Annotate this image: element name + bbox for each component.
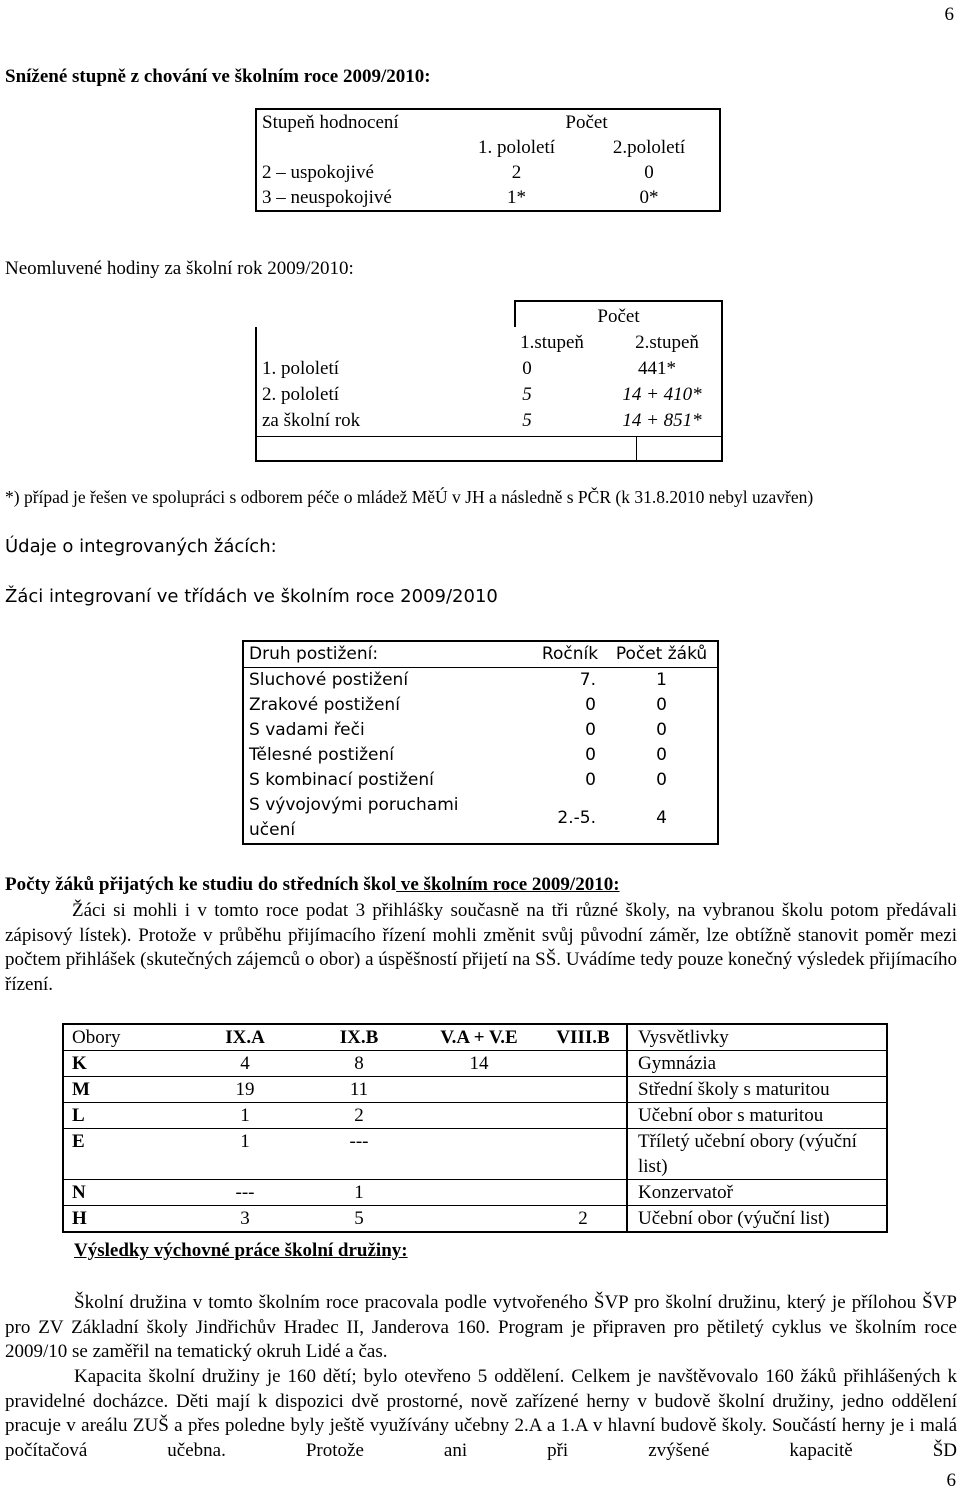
header-cell: Obory xyxy=(63,1024,190,1051)
header-cell: 1. pololetí xyxy=(477,137,556,158)
header-cell: Ročník xyxy=(534,641,606,668)
header-cell: V.A + V.E xyxy=(418,1024,540,1051)
table-row: 3 – neuspokojivé 1* 0* xyxy=(262,187,659,208)
table-row: S vadami řeči 0 0 xyxy=(249,720,667,740)
section-heading-behavior: Snížené stupně z chování ve školním roce 2009/2010: xyxy=(5,66,431,87)
admissions-paragraph: Žáci si mohli i v tomto roce podat 3 přihlášky současně na tři různé školy, na vybranou školu potom předávali zápisový lístek). Protože v průběhu přijímacího řízení mohli změnit svůj původní záměr, lze obtížně stanovit poměr mezi počtem přihlášek (skutečných zájemců o obor) a úspěšností přijetí na SŠ. Uvádíme tedy pouze konečný výsledek přijímacího řízení. xyxy=(5,900,957,995)
page-number-bottom: 6 xyxy=(946,1470,956,1491)
header-cell: 2.pololetí xyxy=(612,137,686,158)
header-cell: Stupeň hodnocení xyxy=(262,112,399,133)
table-row: K 4 8 14 Gymnázia xyxy=(63,1051,887,1077)
header-cell: 2.stupeň xyxy=(635,332,699,353)
section-heading-afterschool: Výsledky výchovné práce školní družiny: xyxy=(74,1240,408,1261)
header-cell: IX.B xyxy=(300,1024,418,1051)
table-row: H 3 5 2 Učební obor (výuční list) xyxy=(63,1206,887,1233)
table-row: 2 – uspokojivé 2 0 xyxy=(262,162,654,183)
unexcused-hours-table: Počet 1.stupeň 2.stupeň 1. pololetí 0 441* 2. pololetí 5 14 + 410* za školní rok 5 14 + 851* xyxy=(255,300,723,462)
table-row: E 1 --- Tříletý učební obory (výuční list) xyxy=(63,1129,887,1180)
footnote: *) případ je řešen ve spolupráci s odborem péče o mládež MěÚ v JH a následně s PČR (k 31.8.2010 nebyl uzavřen) xyxy=(5,487,814,507)
section-heading-admissions: Počty žáků přijatých ke studiu do středních škol ve školním roce 2009/2010: xyxy=(5,874,620,895)
header-cell: Počet žáků xyxy=(606,641,718,668)
header-cell: Vysvětlivky xyxy=(627,1024,887,1051)
section-heading-integrated: Údaje o integrovaných žácích: xyxy=(5,536,277,557)
table-row: S vývojovými poruchami učení 2.-5. 4 xyxy=(249,795,667,840)
table-row: Zrakové postižení 0 0 xyxy=(249,695,667,715)
admissions-table xyxy=(62,1023,888,1233)
page-number-top: 6 xyxy=(944,4,954,25)
section-subheading-integrated: Žáci integrovaní ve třídách ve školním roce 2009/2010 xyxy=(5,586,498,607)
header-cell: Druh postižení: xyxy=(243,641,534,668)
header-cell: Počet xyxy=(597,306,640,327)
table-row: M 19 11 Střední školy s maturitou xyxy=(63,1077,887,1103)
table-row: S kombinací postižení 0 0 xyxy=(249,770,667,790)
behavior-grades-table xyxy=(255,108,721,212)
header-cell: VIII.B xyxy=(540,1024,627,1051)
table-row: L 1 2 Učební obor s maturitou xyxy=(63,1103,887,1129)
section-heading-unexcused: Neomluvené hodiny za školní rok 2009/2010: xyxy=(5,258,354,279)
header-cell: 1.stupeň xyxy=(520,332,584,353)
header-cell: IX.A xyxy=(190,1024,300,1051)
table-row: N --- 1 Konzervatoř xyxy=(63,1180,887,1206)
table-row: Sluchové postižení 7. 1 xyxy=(249,670,667,690)
integrated-students-table xyxy=(242,640,719,845)
afterschool-paragraph-2: Kapacita školní družiny je 160 dětí; bylo otevřeno 5 oddělení. Celkem je navštěvovalo 160 žáků přihlášených k pravidelné docházce. Děti mají k dispozici dvě prostorné, nově zařízené herny v budově školní družiny, jedno oddělení pracuje v areálu ZUŠ a přes poledne byly ještě využívány učebny 2.A a 1.A v hlavní budově školy. Součástí herny je i malá počítačová učebna. Protože ani při zvýšené kapacitě ŠD xyxy=(5,1366,957,1461)
table-row: Tělesné postižení 0 0 xyxy=(249,745,667,765)
header-cell: Počet xyxy=(565,112,608,133)
afterschool-paragraph-1: Školní družina v tomto školním roce pracovala podle vytvořeného ŠVP pro školní družinu, který je přílohou ŠVP pro ZV Základní školy Jindřichův Hradec II, Janderova 160. Program je připraven pro pětiletý cyklus ve školním roce 2009/10 se zaměřil na tematický okruh Lidé a čas. xyxy=(5,1292,957,1362)
